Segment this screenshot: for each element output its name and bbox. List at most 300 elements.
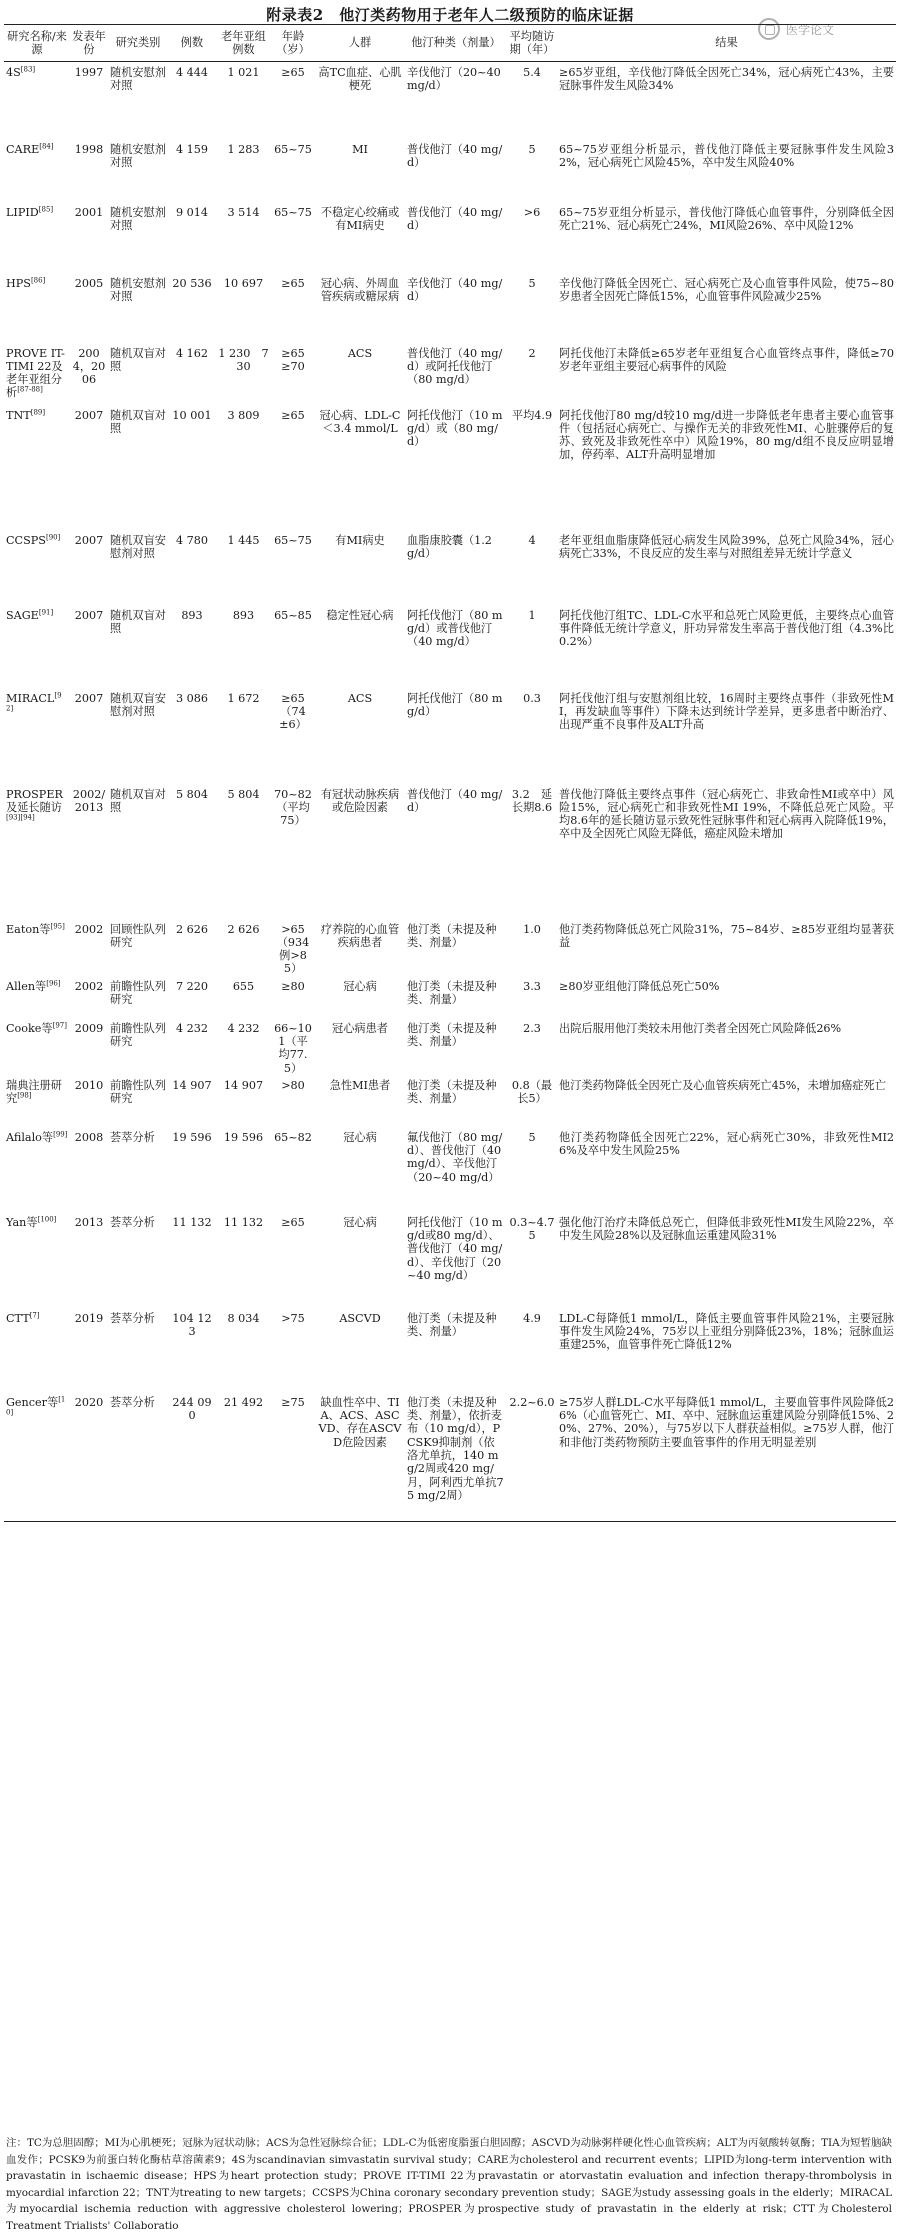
followup-cell-text: 5	[528, 1130, 536, 1144]
study-type-cell	[108, 1018, 168, 1075]
study-type-cell	[108, 405, 168, 530]
year-cell	[70, 1308, 108, 1392]
elderly-size-cell	[216, 1392, 271, 1522]
citation-ref: [90]	[45, 532, 61, 541]
sample-size-cell	[168, 273, 216, 343]
elderly-size-cell	[216, 273, 271, 343]
sample-size-cell	[168, 605, 216, 688]
statin-cell	[405, 405, 507, 530]
year-cell	[70, 919, 108, 976]
population-cell-text: 高TC血症、心肌梗死	[318, 66, 402, 93]
age-cell	[271, 784, 315, 919]
year-cell	[70, 784, 108, 919]
followup-cell	[507, 1392, 557, 1522]
study-type-cell-text: 荟萃分析	[110, 1215, 155, 1229]
result-cell	[557, 784, 896, 919]
year-cell-text: 2007	[74, 608, 104, 622]
statin-cell	[405, 784, 507, 919]
result-cell-text: 65~75岁亚组分析显示，普伐他汀降低心血管事件，分别降低全因死亡21%、冠心病死亡24%，MI风险26%、卒中风险12%	[559, 205, 894, 232]
study-type-cell	[108, 343, 168, 405]
table-row	[4, 784, 896, 919]
table-row	[4, 139, 896, 202]
followup-cell	[507, 784, 557, 919]
population-cell-text: 不稳定心绞痛或有MI病史	[320, 205, 400, 232]
sample-size-cell-text: 4 444	[175, 66, 209, 79]
study-name-cell	[4, 530, 70, 605]
elderly-size-cell-text: 3 809	[227, 408, 260, 422]
age-cell-text: 70~82（平均75）	[274, 787, 312, 828]
study-type-cell-text: 前瞻性队列研究	[110, 979, 166, 1006]
study-type-cell	[108, 1308, 168, 1392]
statin-cell	[405, 1212, 507, 1308]
result-cell	[557, 343, 896, 405]
header-cell: 研究名称/来源	[4, 25, 70, 62]
year-cell-text: 2010	[74, 1078, 104, 1092]
year-cell-text: 2005	[74, 276, 104, 290]
population-cell-text: 稳定性冠心病	[326, 608, 394, 622]
followup-cell	[507, 1212, 557, 1308]
study-type-cell-text: 回顾性队列研究	[110, 922, 166, 949]
study-name-cell	[4, 343, 70, 405]
header-cell: 他汀种类（剂量）	[405, 25, 507, 62]
followup-cell	[507, 1308, 557, 1392]
followup-cell-text: 1	[528, 608, 536, 622]
citation-ref: [98]	[17, 1091, 32, 1100]
result-cell-text: 阿托伐他汀80 mg/d较10 mg/d进一步降低老年患者主要心血管事件（包括冠心病死亡、与操作无关的非致死性MI、心脏骤停后的复苏、致死及非致死性卒中）风险19%，80 mg/d组不良反应明显增加，停药率、ALT升高明显增加	[559, 408, 894, 462]
age-cell	[271, 1212, 315, 1308]
age-cell-text: >65（934例>85）	[276, 922, 310, 976]
statin-cell-text: 普伐他汀（40 mg/d）或阿托伐他汀（80 mg/d）	[407, 346, 503, 387]
study-type-cell	[108, 784, 168, 919]
study-name-cell	[4, 1018, 70, 1075]
year-cell	[70, 530, 108, 605]
study-type-cell	[108, 1075, 168, 1127]
sample-size-cell-text: 4 232	[175, 1021, 209, 1035]
statin-cell	[405, 1127, 507, 1212]
table-row	[4, 530, 896, 605]
result-cell-text: 辛伐他汀降低全因死亡、冠心病死亡及心血管事件风险，使75~80岁患者全因死亡降低15%，心血管事件风险减少25%	[559, 276, 894, 303]
population-cell-text: 冠心病、外周血管疾病或糖尿病	[320, 276, 400, 303]
sample-size-cell	[168, 784, 216, 919]
result-cell-text: ≥75岁人群LDL-C水平每降低1 mmol/L，主要血管事件风险降低26%（心血管死亡、MI、卒中、冠脉血运重建风险分别降低15%、20%、27%、20%），与75岁以下人群获益相似。≥75岁人群，他汀和非他汀类药物预防主要血管事件的作用无明显差别	[559, 1395, 894, 1449]
year-cell-text: 2002/2013	[72, 787, 106, 814]
study-name-cell-text: 4S	[6, 66, 21, 79]
year-cell	[70, 1127, 108, 1212]
study-name-cell	[4, 1075, 70, 1127]
study-name-cell-text: Cooke等	[6, 1021, 53, 1035]
sample-size-cell-text: 4 159	[175, 142, 209, 156]
statin-cell-text: 血脂康胶囊（1.2 g/d）	[407, 533, 492, 560]
followup-cell-text: 0.8（最长5）	[511, 1078, 553, 1106]
followup-cell-text: 4	[528, 533, 536, 547]
elderly-size-cell	[216, 1075, 271, 1127]
year-cell-text: 2001	[74, 205, 104, 219]
age-cell-text: 65~75	[274, 142, 312, 156]
sample-size-cell-text: 5 804	[175, 787, 209, 801]
table-row	[4, 62, 896, 139]
elderly-size-cell	[216, 919, 271, 976]
elderly-size-cell-text: 5 804	[227, 787, 260, 801]
elderly-size-cell-text: 8 034	[227, 1311, 260, 1325]
statin-cell	[405, 62, 507, 139]
table-row	[4, 202, 896, 273]
study-name-cell	[4, 202, 70, 273]
statin-cell	[405, 1392, 507, 1522]
population-cell	[315, 273, 405, 343]
elderly-size-cell-text: 19 596	[223, 1130, 264, 1144]
followup-cell-text: 3.2 延长期8.6	[511, 787, 553, 814]
population-cell-text: 冠心病	[343, 979, 377, 993]
followup-cell-text: 2.2~6.0	[509, 1395, 555, 1409]
followup-cell	[507, 62, 557, 139]
statin-cell-text: 阿托伐他汀（80 mg/d）或普伐他汀（40 mg/d）	[407, 608, 503, 649]
followup-cell-text: 0.3	[523, 691, 541, 705]
year-cell	[70, 688, 108, 784]
study-name-cell-text: 瑞典注册研究	[6, 1078, 62, 1106]
sample-size-cell-text: 11 132	[172, 1215, 212, 1229]
study-name-cell	[4, 273, 70, 343]
elderly-size-cell-text: 21 492	[223, 1395, 264, 1409]
header-row	[4, 25, 896, 62]
study-name-cell	[4, 919, 70, 976]
followup-cell-text: 4.9	[523, 1311, 541, 1325]
age-cell	[271, 273, 315, 343]
study-type-cell-text: 荟萃分析	[110, 1311, 155, 1325]
year-cell-text: 1997	[74, 66, 104, 79]
age-cell	[271, 605, 315, 688]
header-cell: 年龄（岁）	[271, 25, 315, 62]
age-cell-text: ≥65	[281, 1215, 305, 1229]
sample-size-cell	[168, 139, 216, 202]
elderly-size-cell	[216, 1018, 271, 1075]
study-type-cell	[108, 62, 168, 139]
sample-size-cell	[168, 1308, 216, 1392]
study-type-cell-text: 随机安慰剂对照	[110, 205, 166, 232]
study-name-cell-text: HPS	[6, 276, 31, 290]
age-cell	[271, 1308, 315, 1392]
header-cell: 平均随访期（年）	[507, 25, 557, 62]
study-type-cell	[108, 976, 168, 1018]
statin-cell-text: 他汀类（未提及种类、剂量）	[407, 1021, 497, 1048]
statin-cell-text: 氟伐他汀（80 mg/d）、普伐他汀（40 mg/d）、辛伐他汀（20~40 mg/d）	[407, 1130, 503, 1184]
result-cell	[557, 139, 896, 202]
followup-cell-text: 2	[528, 346, 536, 360]
followup-cell	[507, 605, 557, 688]
table-title: 附录表2 他汀类药物用于老年人二级预防的临床证据	[266, 6, 634, 24]
followup-cell	[507, 273, 557, 343]
statin-cell-text: 阿托伐他汀（10 mg/d）或（80 mg/d）	[407, 408, 503, 449]
elderly-size-cell-text: 893	[232, 608, 255, 622]
age-cell	[271, 1018, 315, 1075]
result-cell-text: 阿托伐他汀组与安慰剂组比较，16周时主要终点事件（非致死性MI，再发缺血等事件）下降未达到统计学差异，更多患者中断治疗、出现严重不良事件及ALT升高	[559, 691, 894, 732]
sample-size-cell-text: 20 536	[172, 276, 212, 290]
age-cell-text: 65~75	[274, 205, 312, 219]
study-name-cell	[4, 139, 70, 202]
result-cell	[557, 62, 896, 139]
age-cell-text: ≥75	[281, 1395, 305, 1409]
study-type-cell-text: 随机安慰剂对照	[110, 276, 166, 303]
table-row	[4, 976, 896, 1018]
citation-ref: [96]	[46, 978, 61, 987]
study-name-cell	[4, 784, 70, 919]
study-name-cell-text: TNT	[6, 408, 31, 422]
population-cell-text: 冠心病患者	[332, 1021, 388, 1035]
age-cell-text: 65~85	[274, 608, 312, 622]
result-cell-text: LDL-C每降低1 mmol/L，降低主要血管事件风险21%，主要冠脉事件发生风险24%，75岁以上亚组分别降低23%，18%；冠脉血运重建25%，血管事件死亡降低12%	[559, 1311, 894, 1352]
population-cell	[315, 1127, 405, 1212]
sample-size-cell	[168, 976, 216, 1018]
result-cell-text: 普伐他汀降低主要终点事件（冠心病死亡、非致命性MI或卒中）风险15%，冠心病死亡和非致死性MI 19%，不降低总死亡风险。平均8.6年的延长随访显示致死性冠脉事件和冠心病再入院降低19%，卒中及全因死亡风险无降低，癌症风险未增加	[559, 787, 894, 841]
statin-cell	[405, 1075, 507, 1127]
sample-size-cell	[168, 1392, 216, 1522]
elderly-size-cell-text: 4 232	[227, 1021, 260, 1035]
result-cell	[557, 1075, 896, 1127]
citation-ref: [86]	[30, 275, 46, 284]
age-cell	[271, 139, 315, 202]
statin-cell-text: 他汀类（未提及种类、剂量）	[407, 1078, 497, 1106]
study-name-cell-text: CTT	[6, 1311, 30, 1325]
statin-cell-text: 普伐他汀（40 mg/d）	[407, 142, 503, 169]
study-name-cell-text: CCSPS	[6, 533, 46, 547]
study-type-cell	[108, 1127, 168, 1212]
result-cell-text: 他汀类药物降低全因死亡及心血管疾病死亡45%，未增加癌症死亡	[559, 1078, 886, 1092]
age-cell-text: ≥65	[281, 66, 305, 79]
study-type-cell-text: 随机安慰剂对照	[110, 66, 166, 93]
study-type-cell-text: 随机双盲对照	[110, 608, 166, 635]
population-cell	[315, 919, 405, 976]
statin-cell-text: 他汀类（未提及种类、剂量）	[407, 979, 497, 1006]
year-cell-text: 2020	[74, 1395, 104, 1409]
followup-cell	[507, 405, 557, 530]
year-cell	[70, 273, 108, 343]
followup-cell	[507, 202, 557, 273]
year-cell-text: 2019	[74, 1311, 104, 1325]
study-name-cell	[4, 1308, 70, 1392]
study-name-cell-text: SAGE	[6, 608, 39, 622]
population-cell	[315, 784, 405, 919]
sample-size-cell-text: 19 596	[172, 1130, 212, 1144]
study-name-cell-text: PROVE IT-TIMI 22及老年亚组分析	[6, 346, 65, 400]
elderly-size-cell	[216, 202, 271, 273]
population-cell	[315, 976, 405, 1018]
result-cell	[557, 976, 896, 1018]
followup-cell	[507, 139, 557, 202]
statin-cell	[405, 202, 507, 273]
citation-ref: [84]	[39, 141, 54, 150]
result-cell	[557, 919, 896, 976]
study-name-cell	[4, 62, 70, 139]
citation-ref: [7]	[29, 1311, 40, 1320]
population-cell	[315, 605, 405, 688]
sample-size-cell	[168, 1075, 216, 1127]
header-cell: 人群	[315, 25, 405, 62]
followup-cell	[507, 1127, 557, 1212]
elderly-size-cell-text: 3 514	[227, 205, 260, 219]
sample-size-cell	[168, 919, 216, 976]
age-cell-text: 65~82	[274, 1130, 312, 1144]
year-cell-text: 2007	[74, 533, 104, 547]
table-row	[4, 1075, 896, 1127]
result-cell	[557, 1018, 896, 1075]
result-cell-text: 强化他汀治疗未降低总死亡，但降低非致死性MI发生风险22%，卒中发生风险28%以及冠脉血运重建风险31%	[559, 1215, 894, 1243]
study-type-cell-text: 随机双盲安慰剂对照	[110, 691, 166, 718]
result-cell	[557, 405, 896, 530]
sample-size-cell	[168, 405, 216, 530]
study-name-cell	[4, 1127, 70, 1212]
sample-size-cell	[168, 1212, 216, 1308]
age-cell	[271, 405, 315, 530]
elderly-size-cell	[216, 62, 271, 139]
followup-cell	[507, 530, 557, 605]
age-cell-text: ≥65	[281, 276, 305, 290]
result-cell	[557, 273, 896, 343]
result-cell-text: 出院后服用他汀类较未用他汀类者全因死亡风险降低26%	[559, 1021, 842, 1035]
followup-cell-text: 5	[528, 276, 536, 290]
elderly-size-cell	[216, 688, 271, 784]
followup-cell	[507, 976, 557, 1018]
header-cell: 发表年份	[70, 25, 108, 62]
elderly-size-cell	[216, 405, 271, 530]
statin-cell-text: 阿托伐他汀（80 mg/d）	[407, 691, 503, 718]
population-cell-text: 有MI病史	[335, 533, 385, 547]
elderly-size-cell-text: 1 021	[227, 66, 260, 79]
study-type-cell	[108, 273, 168, 343]
year-cell	[70, 976, 108, 1018]
elderly-size-cell-text: 655	[232, 979, 255, 993]
citation-ref: [89]	[30, 407, 46, 416]
year-cell	[70, 1212, 108, 1308]
table-row	[4, 919, 896, 976]
elderly-size-cell-text: 1 283	[227, 142, 260, 156]
statin-cell	[405, 605, 507, 688]
study-type-cell	[108, 139, 168, 202]
year-cell	[70, 1075, 108, 1127]
statin-cell	[405, 530, 507, 605]
statin-cell-text: 辛伐他汀（20~40 mg/d）	[407, 66, 501, 93]
population-cell-text: ACS	[347, 346, 373, 360]
header-cell: 老年亚组例数	[216, 25, 271, 62]
table-row	[4, 405, 896, 530]
year-cell-text: 2007	[74, 691, 104, 705]
study-type-cell-text: 前瞻性队列研究	[110, 1078, 166, 1106]
population-cell-text: ASCVD	[339, 1311, 381, 1325]
statin-cell	[405, 343, 507, 405]
statin-cell	[405, 139, 507, 202]
study-type-cell-text: 随机双盲对照	[110, 787, 166, 814]
year-cell	[70, 405, 108, 530]
sample-size-cell-text: 10 001	[172, 408, 212, 422]
age-cell	[271, 919, 315, 976]
sample-size-cell-text: 9 014	[175, 205, 209, 219]
year-cell-text: 1998	[74, 142, 104, 156]
sample-size-cell	[168, 1127, 216, 1212]
elderly-size-cell-text: 10 697	[223, 276, 264, 290]
year-cell-text: 2002	[74, 922, 104, 936]
study-type-cell	[108, 688, 168, 784]
population-cell	[315, 688, 405, 784]
age-cell	[271, 343, 315, 405]
result-cell-text: ≥65岁亚组，辛伐他汀降低全因死亡34%，冠心病死亡43%，主要冠脉事件发生风险34%	[559, 66, 894, 93]
sample-size-cell-text: 3 086	[175, 691, 209, 705]
study-type-cell	[108, 1392, 168, 1522]
result-cell-text: 他汀类药物降低全因死亡22%，冠心病死亡30%，非致死性MI26%及卒中发生风险25%	[559, 1130, 894, 1158]
sample-size-cell-text: 14 907	[172, 1078, 212, 1092]
population-cell	[315, 405, 405, 530]
age-cell	[271, 202, 315, 273]
result-cell-text: ≥80岁亚组他汀降低总死亡50%	[559, 979, 720, 993]
table-row	[4, 1127, 896, 1212]
study-name-cell-text: MIRACL	[6, 691, 55, 705]
year-cell-text: 2007	[74, 408, 104, 422]
statin-cell-text: 他汀类（未提及种类、剂量）	[407, 1311, 497, 1339]
result-cell	[557, 202, 896, 273]
age-cell-text: 65~75	[274, 533, 312, 547]
year-cell-text: 2009	[74, 1021, 104, 1035]
study-name-cell-text: Allen等	[6, 979, 47, 993]
result-cell	[557, 1392, 896, 1522]
year-cell	[70, 62, 108, 139]
statin-cell-text: 辛伐他汀（40 mg/d）	[407, 276, 503, 303]
age-cell	[271, 1392, 315, 1522]
year-cell	[70, 605, 108, 688]
result-cell-text: 老年亚组血脂康降低冠心病发生风险39%，总死亡风险34%，冠心病死亡33%，不良反应的发生率与对照组差异无统计学意义	[559, 533, 894, 560]
population-cell	[315, 343, 405, 405]
header-cell: 研究类别	[108, 25, 168, 62]
study-type-cell	[108, 530, 168, 605]
population-cell-text: 冠心病	[343, 1215, 377, 1229]
population-cell-text: 冠心病、LDL-C＜3.4 mmol/L	[319, 408, 401, 435]
followup-cell-text: 5.4	[523, 66, 541, 79]
elderly-size-cell	[216, 1308, 271, 1392]
citation-ref: [100]	[37, 1215, 57, 1224]
study-type-cell-text: 荟萃分析	[110, 1395, 155, 1409]
statin-cell-text: 他汀类（未提及种类、剂量）	[407, 922, 497, 949]
followup-cell	[507, 919, 557, 976]
statin-cell	[405, 919, 507, 976]
sample-size-cell	[168, 1018, 216, 1075]
citation-ref: [83]	[20, 65, 36, 74]
study-name-cell-text: Eaton等	[6, 922, 51, 936]
followup-cell-text: 5	[528, 142, 536, 156]
logo-text: 医学论文	[786, 22, 835, 37]
citation-ref: [85]	[38, 204, 54, 213]
age-cell-text: >80	[281, 1078, 305, 1092]
study-type-cell-text: 随机安慰剂对照	[110, 142, 166, 169]
followup-cell-text: >6	[523, 205, 541, 219]
age-cell	[271, 530, 315, 605]
elderly-size-cell-text: 1 230 730	[218, 346, 269, 373]
age-cell-text: >75	[281, 1311, 305, 1325]
result-cell	[557, 530, 896, 605]
sample-size-cell-text: 244 090	[172, 1395, 212, 1423]
elderly-size-cell-text: 1 445	[227, 533, 260, 547]
result-cell	[557, 605, 896, 688]
sample-size-cell	[168, 688, 216, 784]
study-name-cell-text: Gencer等	[6, 1395, 59, 1409]
study-name-cell	[4, 1212, 70, 1308]
statin-cell-text: 普伐他汀（40 mg/d）	[407, 787, 503, 814]
statin-cell-text: 他汀类（未提及种类、剂量），依折麦布（10 mg/d），PCSK9抑制剂（依洛尤单抗，140 mg/2周或420 mg/月，阿利西尤单抗75 mg/2周）	[407, 1395, 504, 1502]
study-type-cell-text: 随机双盲对照	[110, 408, 166, 435]
study-name-cell-text: Afilalo等	[6, 1130, 54, 1144]
citation-ref: [87-88]	[17, 385, 43, 394]
elderly-size-cell	[216, 343, 271, 405]
sample-size-cell-text: 4 780	[175, 533, 209, 547]
table-row	[4, 1308, 896, 1392]
year-cell-text: 2004，2006	[72, 346, 106, 387]
header-cell: 例数	[168, 25, 216, 62]
statin-cell	[405, 1308, 507, 1392]
